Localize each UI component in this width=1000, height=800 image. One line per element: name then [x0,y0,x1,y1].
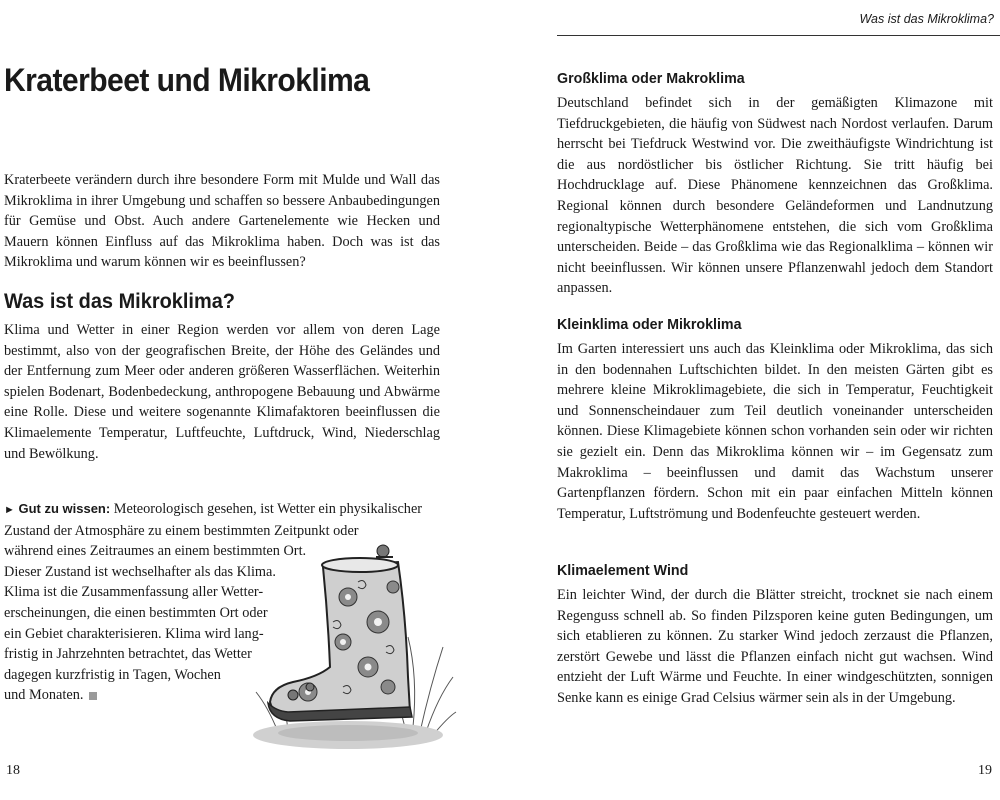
right-page [500,0,1000,800]
section-heading: Klimaelement Wind [557,562,689,579]
section-paragraph: Im Garten interessiert uns auch das Kleinklima oder Mikroklima, das sich in den bodennahen Luftschichten bildet. In den meisten Gärten gibt es mehrere kleine Mikroklimagebiete, die sich in Temperatur, Feuchtigkeit und Sonnenscheindauer zum Teil deutlich voneinander unterscheiden können. Diese Klimagebiete können schon vorhanden sein oder wir richten sie gezielt ein. Denn das Mikroklima können wir – im Gegensatz zum Makroklima – beeinflussen und damit das Wachstum unserer Gartenpflanzen fördern. Schon mit ein paar einfachen Mitteln können Temperatur, Luftströmung und Bodenfeuchte gesteuert werden. [557,341,993,522]
tip-first-line [4,499,440,521]
page-number-right: 19 [978,763,992,778]
chapter-title: Kraterbeet und Mikroklima [4,62,370,98]
page-number-left: 18 [6,763,20,778]
tip-line: Meteorologisch gesehen, ist Wetter ein physikalischer [113,501,423,517]
tip-line: dagegen kurzfristig in Tagen, Wochen [4,666,221,683]
section-mikroklima [557,316,993,524]
header-rule [557,35,1000,36]
tip-line: während eines Zeitraumes an einem bestimmten Ort. [4,543,307,560]
section-paragraph: Ein leichter Wind, der durch die Blätter streicht, trocknet sie nach einem Regenguss schnell ab. So finden Pilzsporen keine guten Bedingungen, um sich etablieren zu können. Zu starker Wind jedoch zerzaust die Pflanzen, zerstört Gewebe und lässt die Pflanzen einfach nicht gut wachsen. Wind entzieht der Luft Wärme und Feuchte. In einer windgeschützten, sonnigen Senke kann es einige Grad Celsius wärmer sein als in der Umgebung. [557,587,993,706]
tip-line: ein Gebiet charakterisieren. Klima wird lang- [4,625,264,642]
section-makroklima [557,70,993,299]
tip-line: Zustand der Atmosphäre zu einem bestimmten Zeitpunkt oder [4,522,359,539]
tip-line: Dieser Zustand ist wechselhafter als das Klima. [4,563,276,580]
rubber-boot-illustration [248,527,458,757]
intro-paragraph: Kraterbeete verändern durch ihre besondere Form mit Mulde und Wall das Mikroklima in ihrer Umgebung und schaffen so bessere Anbaubedingungen für Gemüse und Obst. Auch andere Gartenelemente wie Hecken und Mauern können Einfluss auf das Mikroklima haben. Doch was ist das Mikroklima und warum können wir es beeinflussen? [4,172,440,271]
tip-line: Klima ist die Zusammenfassung aller Wetter- [4,584,264,601]
tip-line: und Monaten. [4,687,84,704]
section-paragraph: Klima und Wetter in einer Region werden vor allem von deren Lage bestimmt, also von der geografischen Breite, der Höhe des Geländes und der Entfernung zum Meer oder anderen größeren Wasserflächen. Weiterhin spielen Bodenart, Bodenbedeckung, anthropogene Bebauung und Abwärme eine Rolle. Diese und weitere sogenannte Klimafaktoren beeinflussen die Klimaelemente Temperatur, Luftfeuchte, Luftdruck, Wind, Niederschlag und Bewölkung. [4,322,440,462]
section-heading: Was ist das Mikroklima? [4,290,235,313]
section-heading: Großklima oder Makroklima [557,70,745,87]
arrow-marker-icon: ► [4,504,15,516]
tip-label: Gut zu wissen: [18,501,111,516]
section-paragraph: Deutschland befindet sich in der gemäßigten Klimazone mit Tiefdruckgebieten, die häufig von Südwest nach Nordost verlaufen. Darum herrscht bei Tiefdruck Westwind vor. Die zweithäufigste Windrichtung ist die aus nordöstlicher bis östlicher Richtung. Sie tritt häufig bei Hochdrucklage auf. Diese Phänomene kennzeichnen das Großklima. Regional können durch besondere Geländeformen und Landnutzung regionaltypische Wetterphänomene entstehen, die sich vom Großklima unterscheiden. Beide – das Großklima wie das Regionalklima – können wir nicht beeinflussen. Wir können unsere Pflanzenwahl jedoch dem Standort anpassen. [557,95,993,297]
section-wind [557,562,993,709]
tip-line: erscheinungen, die einen bestimmten Ort oder [4,604,268,621]
tip-line: fristig in Jahrzehnten betrachtet, das Wetter [4,646,252,663]
section-heading: Kleinklima oder Mikroklima [557,316,742,333]
running-head: Was ist das Mikroklima? [859,12,994,26]
end-square-icon [89,692,97,700]
